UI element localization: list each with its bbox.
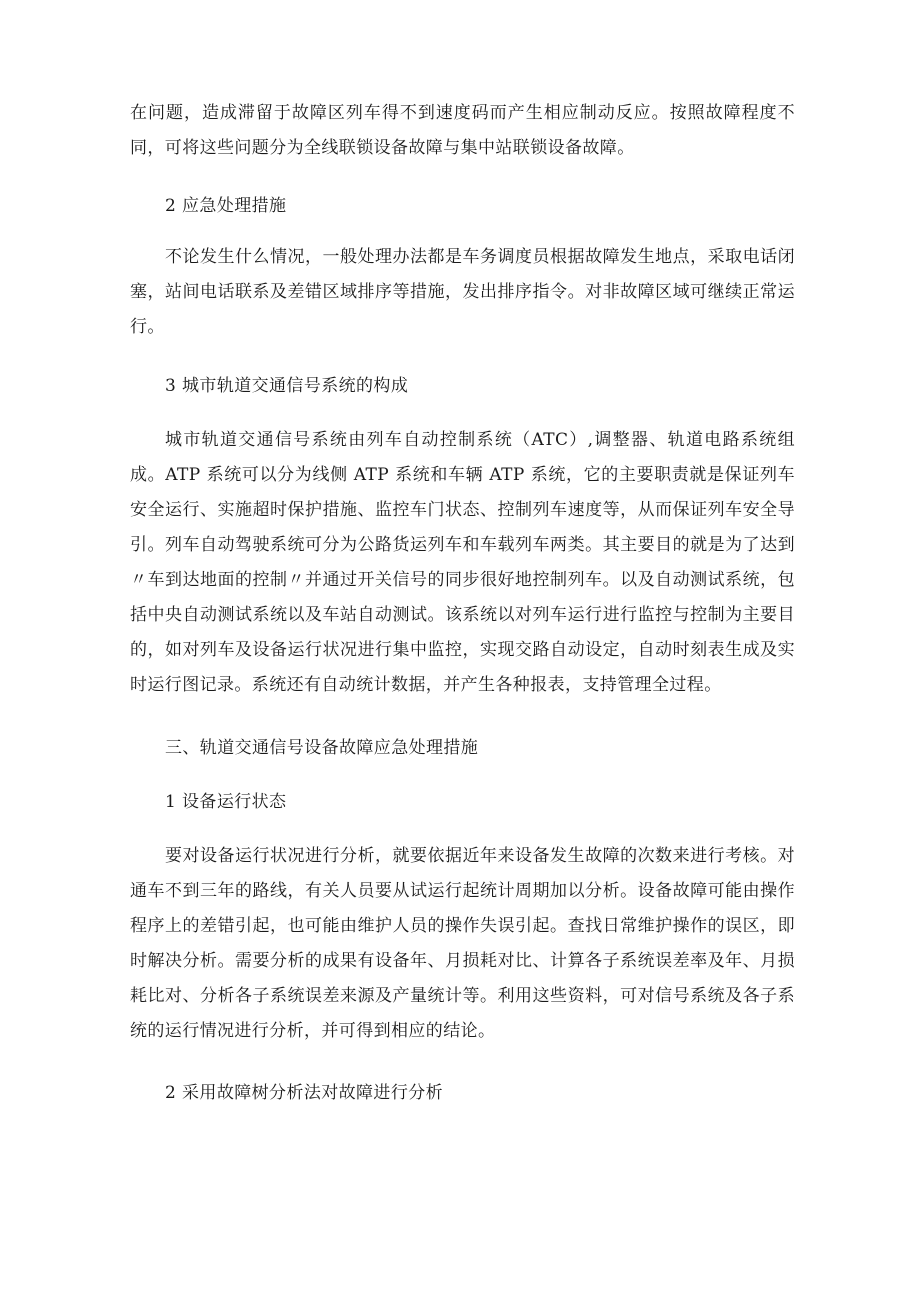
heading-section-three: 三、轨道交通信号设备故障应急处理措施 — [165, 738, 479, 758]
heading-equipment-status: 1 设备运行状态 — [165, 792, 287, 812]
paragraph-signal-system-composition: 城市轨道交通信号系统由列车自动控制系统（ATC）,调整器、轨道电路系统组成。ATP 系统可以分为线侧 ATP 系统和车辆 ATP 系统，它的主要职责就是保证列车安全运行、实施超时保护措施、监控车门状态、控制列车速度等，从而保证列车安全导引。列车自动驾驶系统可分为公路货运列车和车载列车两类。其主要目的就是为了达到〃车到达地面的控制〃并通过开关信号的同步很好地控制列车。以及自动测试系统，包括中央自动测试系统以及车站自动测试。该系统以对列车运行进行监控与控制为主要目的，如对列车及设备运行状况进行集中监控，实现交路自动设定，自动时刻表生成及实时运行图记录。系统还有自动统计数据，并产生各种报表，支持管理全过程。 — [130, 430, 795, 695]
heading-signal-system-composition: 3 城市轨道交通信号系统的构成 — [165, 376, 409, 396]
heading-fault-tree-analysis: 2 采用故障树分析法对故障进行分析 — [165, 1083, 444, 1103]
paragraph-emergency-measures: 不论发生什么情况，一般处理办法都是车务调度员根据故障发生地点，采取电话闭塞，站间电话联系及差错区域排序等措施，发出排序指令。对非故障区域可继续正常运行。 — [130, 247, 795, 337]
paragraph-fault-classification: 在问题，造成滞留于故障区列车得不到速度码而产生相应制动反应。按照故障程度不同，可将这些问题分为全线联锁设备故障与集中站联锁设备故障。 — [130, 103, 795, 158]
paragraph-equipment-status: 要对设备运行状况进行分析，就要依据近年来设备发生故障的次数来进行考核。对通车不到三年的路线，有关人员要从试运行起统计周期加以分析。设备故障可能由操作程序上的差错引起，也可能由维护人员的操作失误引起。查找日常维护操作的误区，即时解决分析。需要分析的成果有设备年、月损耗对比、计算各子系统误差率及年、月损耗比对、分析各子系统误差来源及产量统计等。利用这些资料，可对信号系统及各子系统的运行情况进行分析，并可得到相应的结论。 — [130, 846, 795, 1041]
heading-emergency-measures: 2 应急处理措施 — [165, 196, 287, 216]
